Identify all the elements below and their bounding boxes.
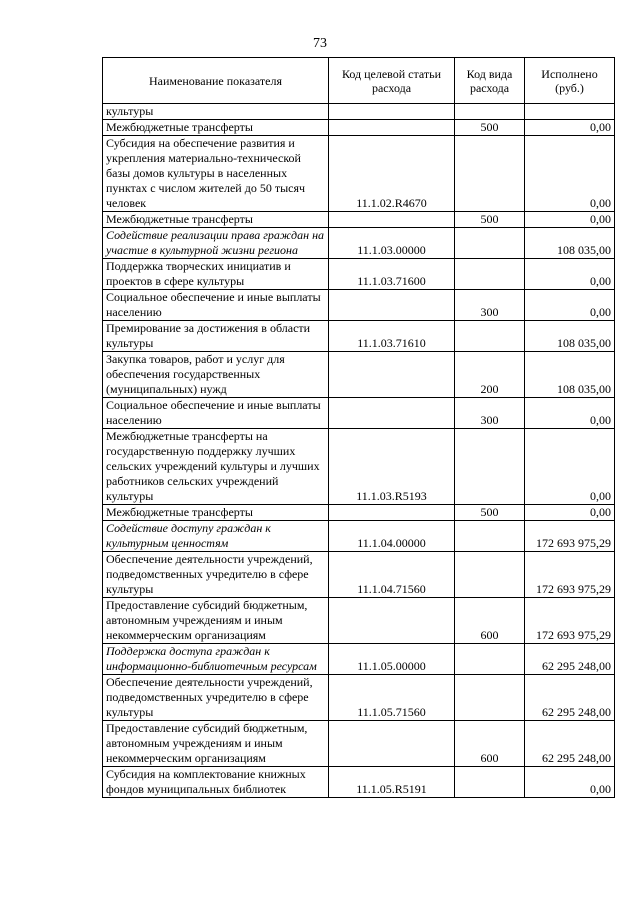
row-executed-amount: 0,00 (525, 120, 615, 136)
table-row (103, 521, 615, 552)
row-target-code: 11.1.03.R5193 (329, 429, 455, 505)
header-executed-amount: Исполнено (руб.) (525, 58, 615, 104)
table-row (103, 321, 615, 352)
row-target-code: 11.1.05.00000 (329, 644, 455, 675)
row-executed-amount: 0,00 (525, 259, 615, 290)
row-target-code (329, 598, 455, 644)
table-row (103, 721, 615, 767)
row-executed-amount: 0,00 (525, 767, 615, 798)
row-indicator-name: Содействие доступу граждан к культурным ценностям (103, 521, 329, 552)
table-row (103, 644, 615, 675)
row-target-code: 11.1.03.00000 (329, 228, 455, 259)
row-indicator-name: Поддержка доступа граждан к информационно-библиотечным ресурсам (103, 644, 329, 675)
row-executed-amount: 108 035,00 (525, 352, 615, 398)
row-executed-amount: 108 035,00 (525, 321, 615, 352)
row-indicator-name: Премирование за достижения в области культуры (103, 321, 329, 352)
row-indicator-name: Предоставление субсидий бюджетным, автономным учреждениям и иным некоммерческим организациям (103, 598, 329, 644)
table-row (103, 290, 615, 321)
table-row (103, 136, 615, 212)
row-indicator-name: Межбюджетные трансферты (103, 120, 329, 136)
row-target-code: 11.1.04.71560 (329, 552, 455, 598)
budget-execution-table (102, 57, 615, 798)
row-expense-type (455, 259, 525, 290)
table-row (103, 552, 615, 598)
row-executed-amount: 0,00 (525, 290, 615, 321)
row-target-code: 11.1.03.71600 (329, 259, 455, 290)
row-indicator-name: Обеспечение деятельности учреждений, подведомственных учредителю в сфере культуры (103, 675, 329, 721)
table-row (103, 104, 615, 120)
row-expense-type: 600 (455, 598, 525, 644)
row-indicator-name: культуры (103, 104, 329, 120)
row-target-code (329, 352, 455, 398)
row-executed-amount: 0,00 (525, 136, 615, 212)
row-expense-type: 500 (455, 505, 525, 521)
row-indicator-name: Межбюджетные трансферты (103, 505, 329, 521)
row-indicator-name: Предоставление субсидий бюджетным, автономным учреждениям и иным некоммерческим организациям (103, 721, 329, 767)
row-expense-type: 300 (455, 398, 525, 429)
row-executed-amount: 62 295 248,00 (525, 675, 615, 721)
header-indicator-name: Наименование показателя (103, 58, 329, 104)
page-number: 73 (313, 36, 327, 51)
row-executed-amount: 172 693 975,29 (525, 552, 615, 598)
table-row (103, 228, 615, 259)
row-expense-type (455, 644, 525, 675)
row-expense-type (455, 429, 525, 505)
row-target-code: 11.1.02.R4670 (329, 136, 455, 212)
row-executed-amount: 62 295 248,00 (525, 644, 615, 675)
row-expense-type (455, 228, 525, 259)
table-row (103, 429, 615, 505)
row-expense-type: 500 (455, 120, 525, 136)
table-body (103, 104, 615, 798)
row-executed-amount: 0,00 (525, 505, 615, 521)
row-indicator-name: Субсидия на комплектование книжных фондов муниципальных библиотек (103, 767, 329, 798)
row-expense-type (455, 552, 525, 598)
row-executed-amount: 62 295 248,00 (525, 721, 615, 767)
row-target-code (329, 104, 455, 120)
row-executed-amount: 0,00 (525, 212, 615, 228)
row-executed-amount: 0,00 (525, 398, 615, 429)
row-executed-amount: 172 693 975,29 (525, 598, 615, 644)
row-indicator-name: Социальное обеспечение и иные выплаты населению (103, 290, 329, 321)
table-row (103, 398, 615, 429)
row-expense-type (455, 136, 525, 212)
row-expense-type: 600 (455, 721, 525, 767)
row-indicator-name: Субсидия на обеспечение развития и укрепления материально-технической базы домов культуры в населенных пунктах с числом жителей до 50 тысяч человек (103, 136, 329, 212)
row-target-code (329, 212, 455, 228)
table-row (103, 120, 615, 136)
table-header-row (103, 58, 615, 104)
row-target-code: 11.1.05.R5191 (329, 767, 455, 798)
row-indicator-name: Социальное обеспечение и иные выплаты населению (103, 398, 329, 429)
table-row (103, 675, 615, 721)
row-indicator-name: Закупка товаров, работ и услуг для обеспечения государственных (муниципальных) нужд (103, 352, 329, 398)
row-indicator-name: Межбюджетные трансферты (103, 212, 329, 228)
header-expense-type: Код вида расхода (455, 58, 525, 104)
row-expense-type: 500 (455, 212, 525, 228)
row-executed-amount: 0,00 (525, 429, 615, 505)
row-expense-type (455, 321, 525, 352)
row-executed-amount: 172 693 975,29 (525, 521, 615, 552)
row-target-code: 11.1.05.71560 (329, 675, 455, 721)
row-expense-type (455, 675, 525, 721)
row-indicator-name: Обеспечение деятельности учреждений, подведомственных учредителю в сфере культуры (103, 552, 329, 598)
table-row (103, 212, 615, 228)
row-target-code (329, 290, 455, 321)
row-expense-type (455, 104, 525, 120)
row-expense-type (455, 767, 525, 798)
row-target-code: 11.1.04.00000 (329, 521, 455, 552)
table-row (103, 767, 615, 798)
row-indicator-name: Поддержка творческих инициатив и проектов в сфере культуры (103, 259, 329, 290)
row-target-code (329, 505, 455, 521)
header-target-code: Код целевой статьи расхода (329, 58, 455, 104)
row-target-code (329, 721, 455, 767)
table-row (103, 598, 615, 644)
row-target-code (329, 120, 455, 136)
row-expense-type: 200 (455, 352, 525, 398)
row-executed-amount: 108 035,00 (525, 228, 615, 259)
row-expense-type (455, 521, 525, 552)
table-row (103, 505, 615, 521)
row-indicator-name: Межбюджетные трансферты на государственную поддержку лучших сельских учреждений культуры и лучших работников сельских учреждений культуры (103, 429, 329, 505)
table-row (103, 352, 615, 398)
row-expense-type: 300 (455, 290, 525, 321)
row-indicator-name: Содействие реализации права граждан на участие в культурной жизни региона (103, 228, 329, 259)
table-row (103, 259, 615, 290)
row-executed-amount (525, 104, 615, 120)
row-target-code: 11.1.03.71610 (329, 321, 455, 352)
row-target-code (329, 398, 455, 429)
